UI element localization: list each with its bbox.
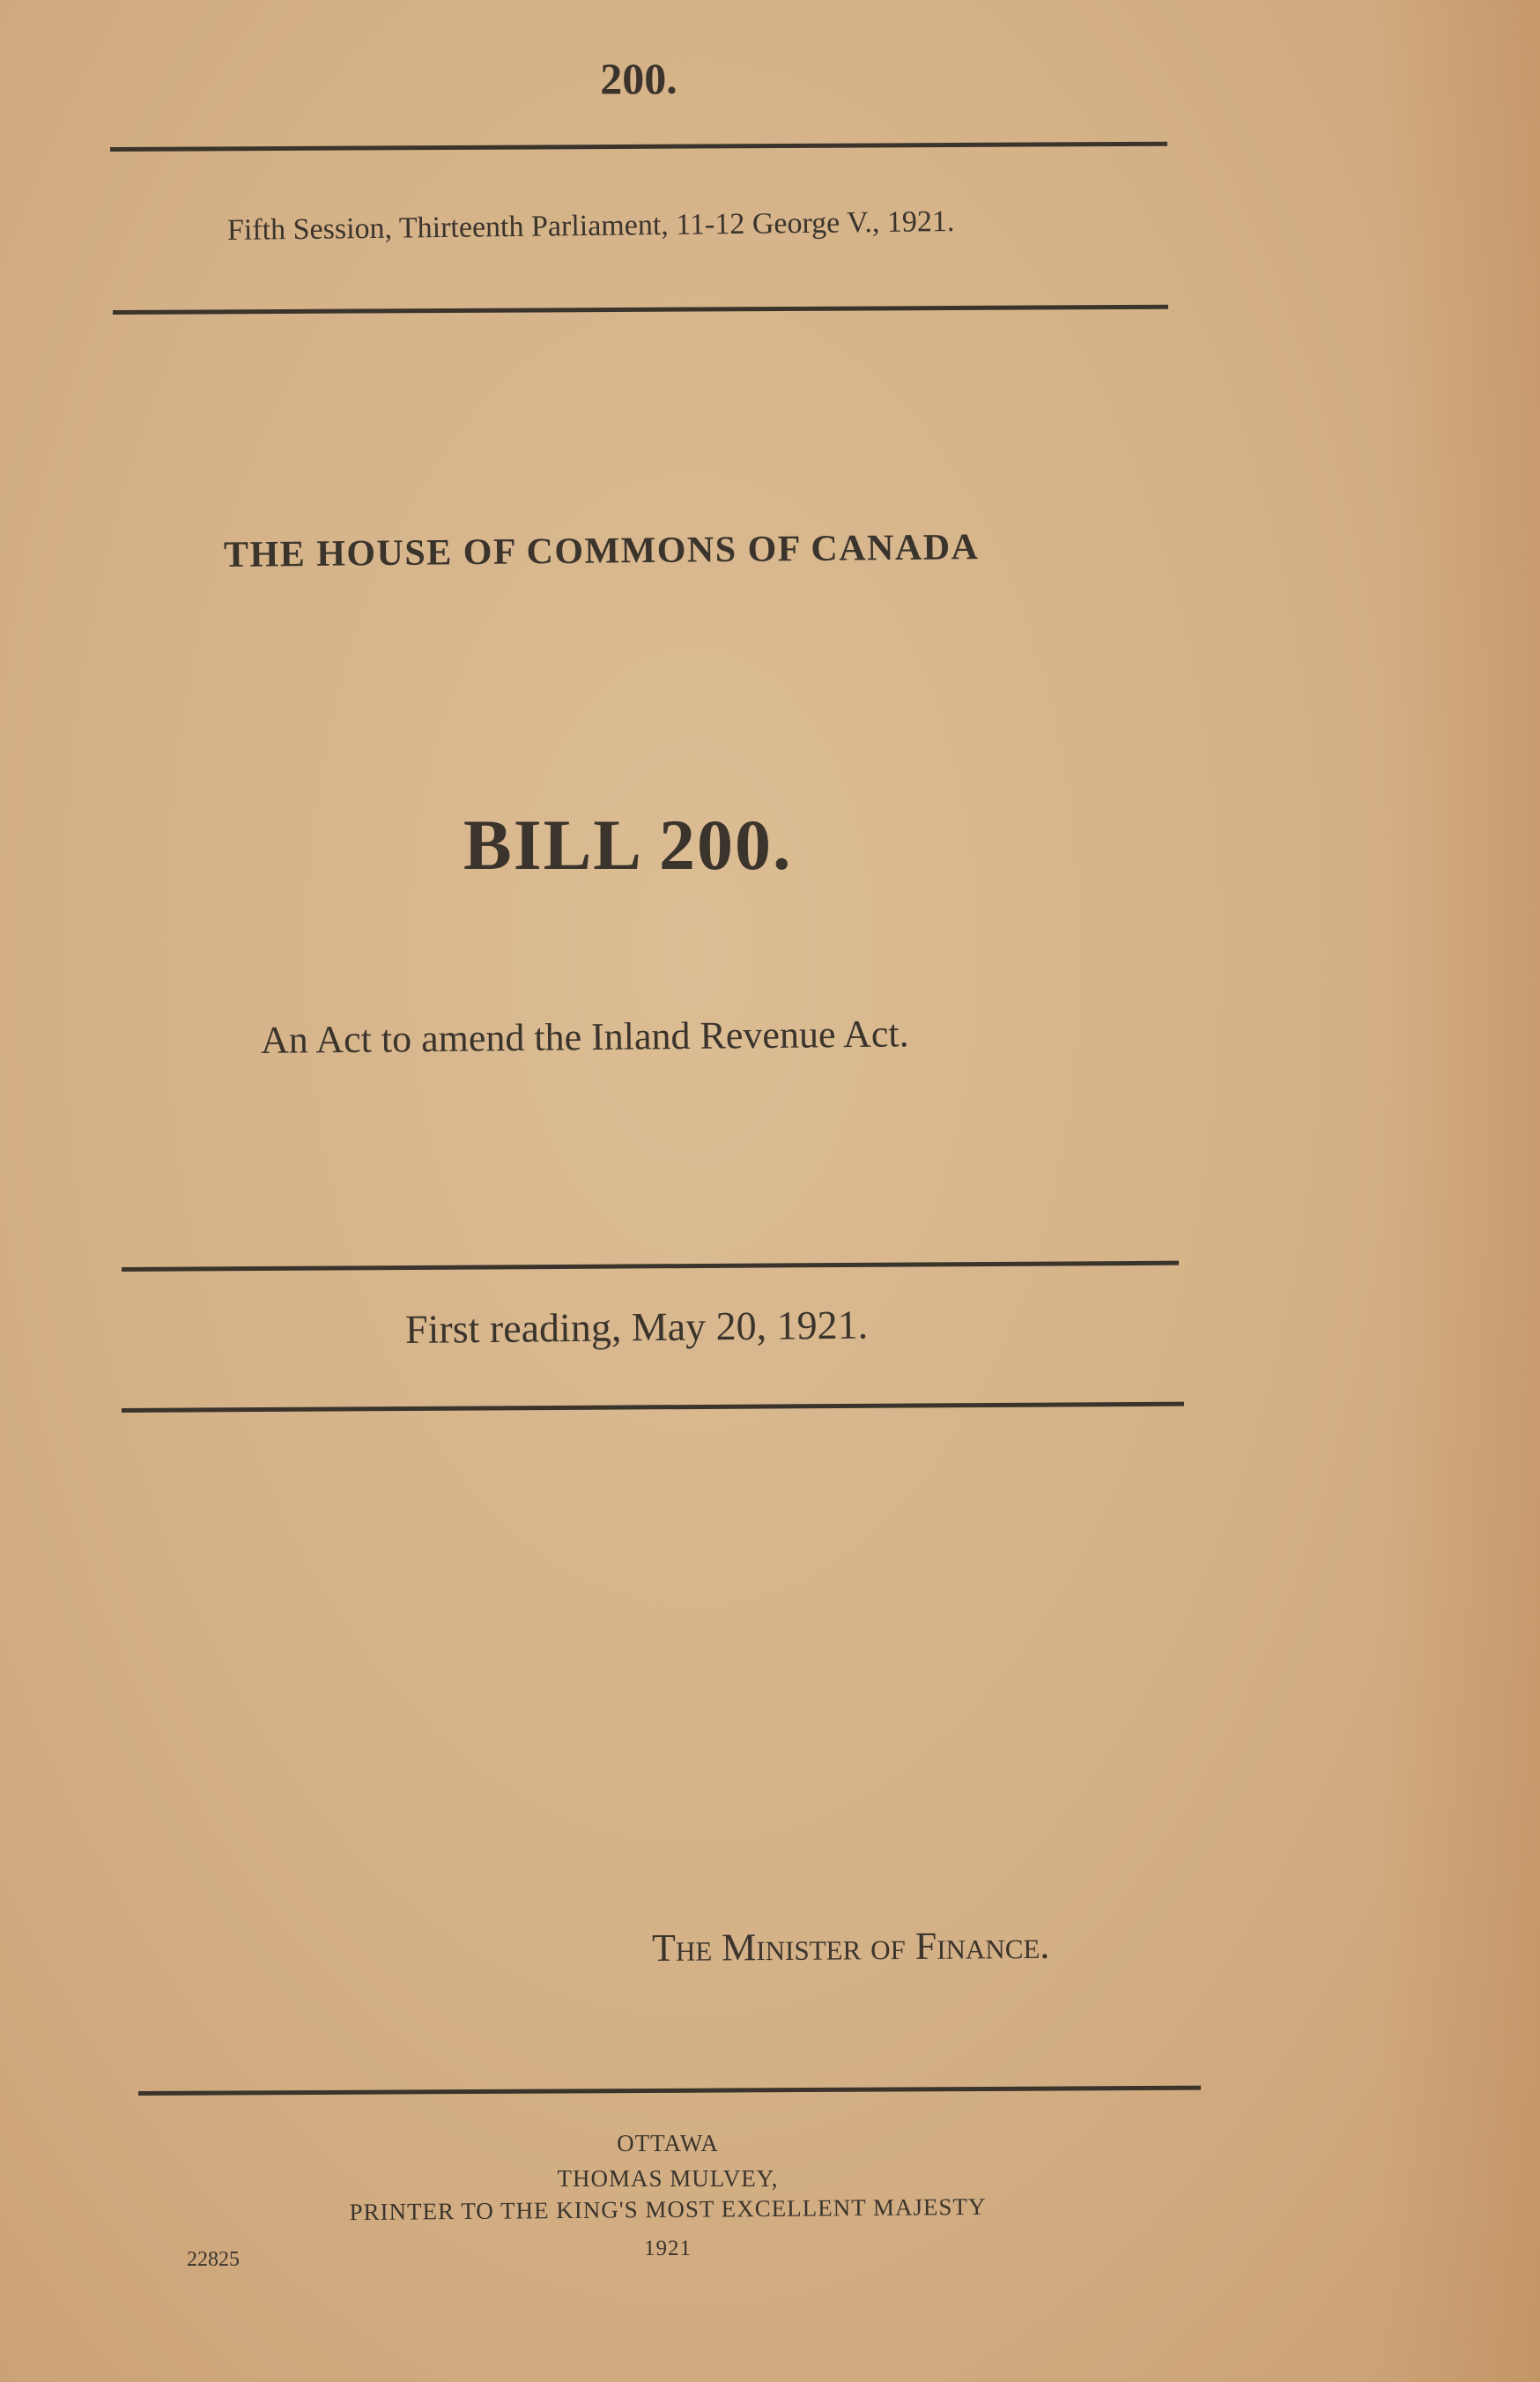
first-reading: First reading, May 20, 1921. bbox=[404, 1302, 869, 1352]
session-rule bbox=[113, 305, 1168, 315]
imprint-printer: THOMAS MULVEY, bbox=[557, 2165, 779, 2192]
bill-title: BILL 200. bbox=[463, 805, 793, 885]
bill-description: An Act to amend the Inland Revenue Act. bbox=[260, 1012, 909, 1062]
top-rule bbox=[110, 142, 1167, 152]
paper-edge-shading bbox=[1381, 0, 1540, 2382]
imprint-printer-title: PRINTER TO THE KING'S MOST EXCELLENT MAJESTY bbox=[349, 2193, 987, 2226]
house-title: THE HOUSE OF COMMONS OF CANADA bbox=[223, 527, 980, 575]
imprint-year: 1921 bbox=[644, 2237, 692, 2260]
session-line: Fifth Session, Thirteenth Parliament, 11-12 George V., 1921. bbox=[226, 204, 955, 247]
reading-bottom-rule bbox=[122, 1402, 1184, 1413]
reading-top-rule bbox=[122, 1261, 1179, 1272]
sponsor: The Minister of Finance. bbox=[651, 1923, 1050, 1970]
imprint-city: OTTAWA bbox=[617, 2130, 719, 2156]
imprint-rule bbox=[138, 2086, 1201, 2096]
catalog-number: 22825 bbox=[187, 2248, 240, 2271]
page-number: 200. bbox=[600, 54, 677, 103]
